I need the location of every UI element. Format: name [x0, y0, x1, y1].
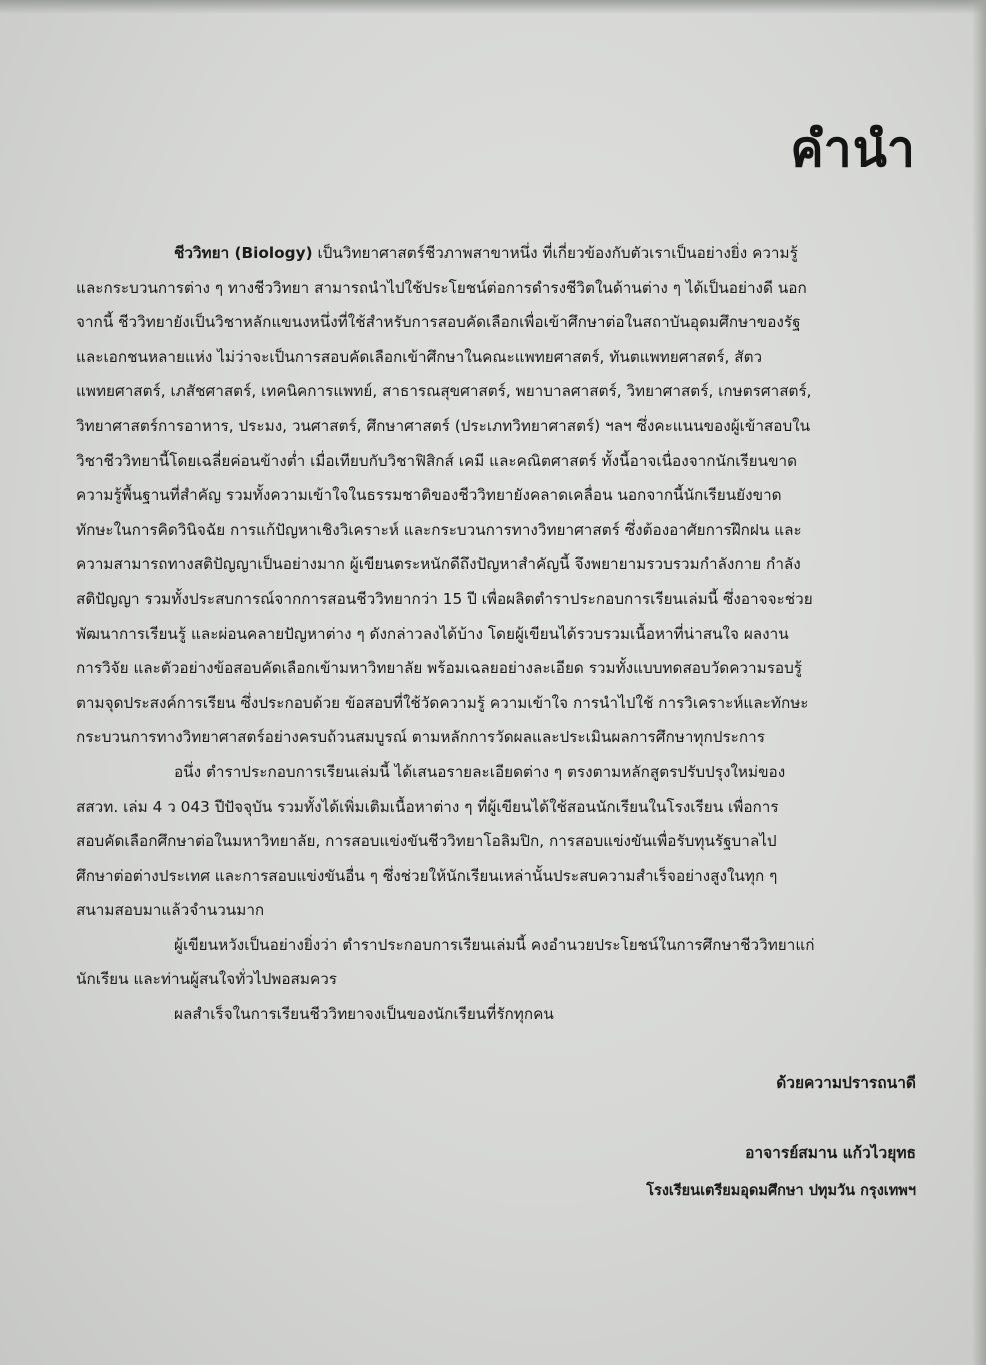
text-line: สสวท. เล่ม 4 ว 043 ปีปัจจุบัน รวมทั้งได้เพิ่มเติมเนื้อหาต่าง ๆ ที่ผู้เขียนได้ใช้สอนนักเรียนในโรงเรียน เพื่อการ [76, 797, 779, 816]
closing-block [646, 1070, 916, 1202]
preface-paragraph [76, 236, 922, 755]
text-line: ผู้เขียนหวังเป็นอย่างยิ่งว่า ตำราประกอบการเรียนเล่มนี้ คงอำนวยประโยชน์ในการศึกษาชีววิทยาแก่ [174, 935, 815, 954]
text-line: สนามสอบมาแล้วจำนวนมาก [76, 901, 265, 920]
preface-paragraph [76, 997, 922, 1032]
text-run: เป็นวิทยาศาสตร์ชีวภาพสาขาหนึ่ง ที่เกี่ยวข้องกับตัวเราเป็นอย่างยิ่ง ความรู้ [312, 244, 798, 262]
text-line: อนึ่ง ตำราประกอบการเรียนเล่มนี้ ได้เสนอรายละเอียดต่าง ๆ ตรงตามหลักสูตรปรับปรุงใหม่ของ [174, 762, 786, 781]
text-line: แพทยศาสตร์, เภสัชศาสตร์, เทคนิคการแพทย์, สาธารณสุขศาสตร์, พยาบาลศาสตร์, วิทยาศาสตร์, เกษตรศาสตร์, [76, 382, 812, 401]
text-line: สอบคัดเลือกศึกษาต่อในมหาวิทยาลัย, การสอบแข่งขันชีววิทยาโอลิมปิก, การสอบแข่งขันเพื่อรับทุนรัฐบาลไป [76, 832, 777, 851]
page-title: คำนำ [790, 120, 916, 178]
closing-greeting: ด้วยความปรารถนาดี [776, 1074, 916, 1092]
preface-paragraph [76, 755, 922, 928]
text-line [76, 236, 922, 271]
author-affiliation: โรงเรียนเตรียมอุดมศึกษา ปทุมวัน กรุงเทพฯ [646, 1183, 916, 1199]
text-line: การวิจัย และตัวอย่างข้อสอบคัดเลือกเข้ามหาวิทยาลัย พร้อมเฉลยอย่างละเอียด รวมทั้งแบบทดสอบวัดความรอบรู้ [76, 659, 803, 678]
text-line: ความรู้พื้นฐานที่สำคัญ รวมทั้งความเข้าใจในธรรมชาติของชีววิทยายังคลาดเคลื่อน นอกจากนี้นักเรียนยังขาด [76, 486, 782, 505]
text-line: ศึกษาต่อต่างประเทศ และการสอบแข่งขันอื่น ๆ ซึ่งช่วยให้นักเรียนเหล่านั้นประสบความสำเร็จอย่างสูงในทุก ๆ [76, 866, 778, 885]
text-line: ตามจุดประสงค์การเรียน ซึ่งประกอบด้วย ข้อสอบที่ใช้วัดความรู้ ความเข้าใจ การนำไปใช้ การวิเคราะห์และทักษะ [76, 693, 809, 712]
page-right-shadow [972, 0, 986, 1365]
text-line: กระบวนการทางวิทยาศาสตร์อย่างครบถ้วนสมบูรณ์ ตามหลักการวัดผลและประเมินผลการศึกษาทุกประการ [76, 728, 765, 747]
text-line: และกระบวนการต่าง ๆ ทางชีววิทยา สามารถนำไปใช้ประโยชน์ต่อการดำรงชีวิตในด้านต่าง ๆ ได้เป็นอย่างดี นอก [76, 278, 807, 297]
text-line: และเอกชนหลายแห่ง ไม่ว่าจะเป็นการสอบคัดเลือกเข้าศึกษาในคณะแพทยศาสตร์, ทันตแพทยศาสตร์, สัตว [76, 347, 763, 366]
text-line: จากนี้ ชีววิทยายังเป็นวิชาหลักแขนงหนึ่งที่ใช้สำหรับการสอบคัดเลือกเพื่อเข้าศึกษาต่อในสถาบันอุดมศึกษาของรัฐ [76, 313, 801, 332]
preface-body [76, 236, 922, 1032]
text-line: สติปัญญา รวมทั้งประสบการณ์จากการสอนชีววิทยากว่า 15 ปี เพื่อผลิตตำราประกอบการเรียนเล่มนี้ ซึ่งอาจจะช่วย [76, 589, 813, 608]
text-line: ทักษะในการคิดวินิจฉัย การแก้ปัญหาเชิงวิเคราะห์ และกระบวนการทางวิทยาศาสตร์ ซึ่งต้องอาศัยการฝึกฝน และ [76, 520, 802, 539]
text-line: ความสามารถทางสติปัญญาเป็นอย่างมาก ผู้เขียนตระหนักดีถึงปัญหาสำคัญนี้ จึงพยายามรวบรวมกำลังกาย กำลัง [76, 555, 801, 574]
text-line: ผลสำเร็จในการเรียนชีววิทยาจงเป็นของนักเรียนที่รักทุกคน [174, 1005, 554, 1024]
text-line: พัฒนาการเรียนรู้ และผ่อนคลายปัญหาต่าง ๆ ดังกล่าวลงได้บ้าง โดยผู้เขียนได้รวบรวมเนื้อหาที่น่าสนใจ ผลงาน [76, 624, 789, 643]
author-name: อาจารย์สมาน แก้วไวยุทธ [745, 1144, 916, 1162]
text-line: วิชาชีววิทยานี้โดยเฉลี่ยค่อนข้างต่ำ เมื่อเทียบกับวิชาฟิสิกส์ เคมี และคณิตศาสตร์ ทั้งนี้อาจเนื่องจากนักเรียนขาด [76, 451, 798, 470]
preface-paragraph [76, 928, 922, 997]
text-line: วิทยาศาสตร์การอาหาร, ประมง, วนศาสตร์, ศึกษาศาสตร์ (ประเภทวิทยาศาสตร์) ฯลฯ ซึ่งคะแนนของผู้เข้าสอบใน [76, 416, 811, 435]
page-top-shadow [0, 0, 986, 14]
subject-term: ชีววิทยา (Biology) [174, 244, 313, 262]
text-line: นักเรียน และท่านผู้สนใจทั่วไปพอสมควร [76, 970, 338, 989]
